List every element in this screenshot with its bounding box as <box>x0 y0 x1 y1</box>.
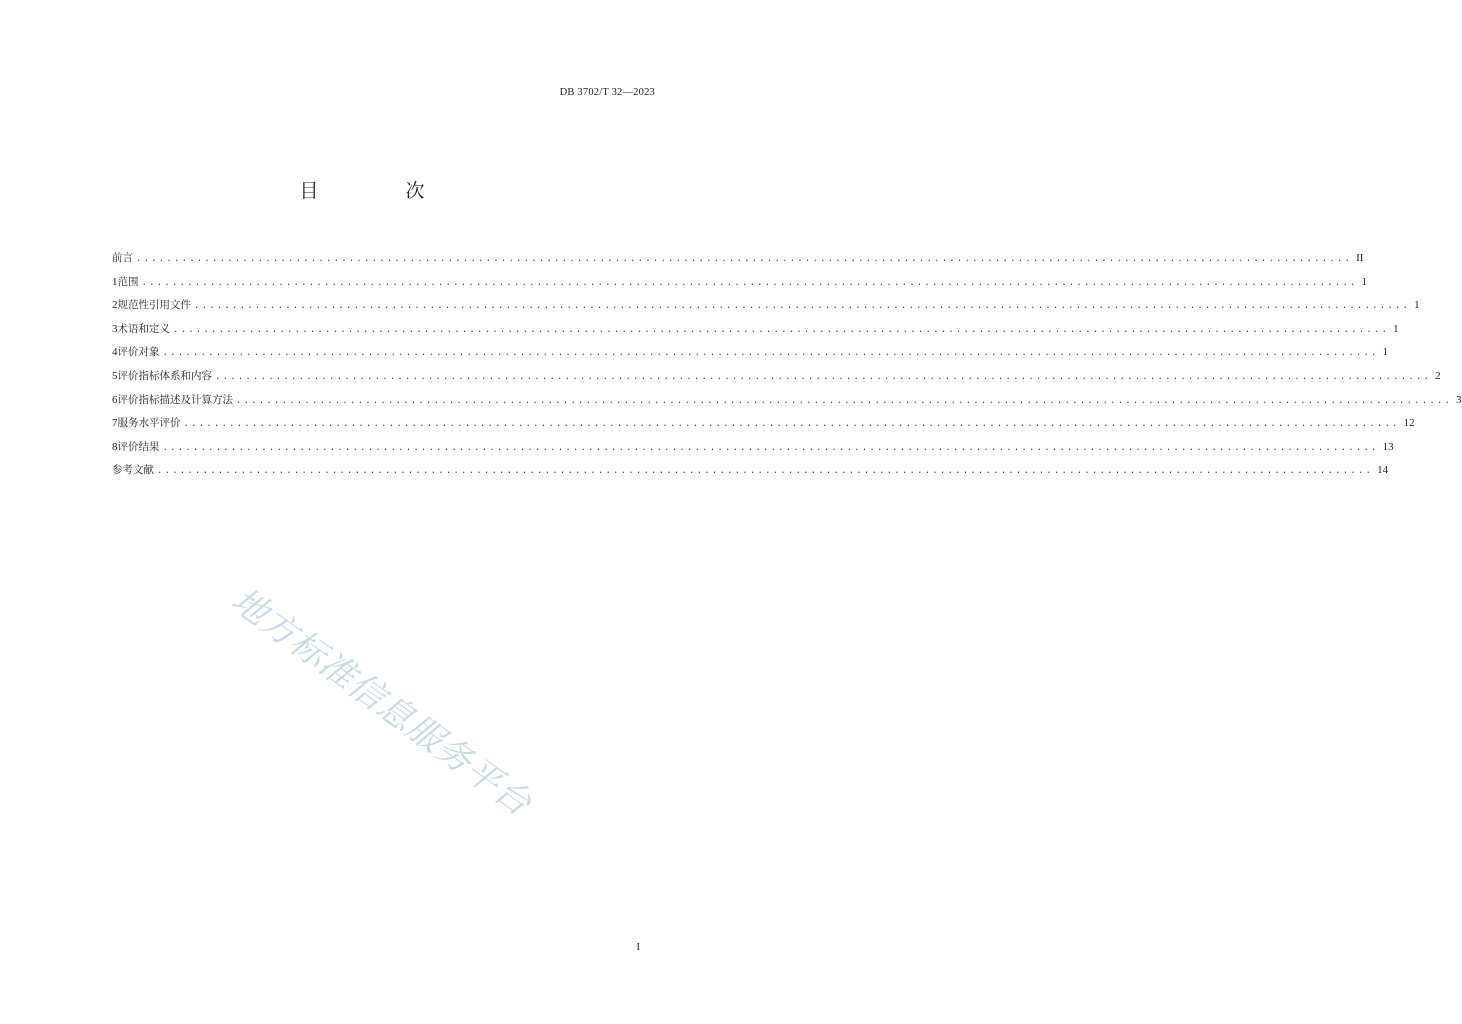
toc-entry-title: 评价指标体系和内容 <box>117 369 212 382</box>
page-title: 目 次 <box>299 180 459 202</box>
toc-entry-bibliography[interactable] <box>112 462 1389 486</box>
document-code: DB 3702/T 32—2023 <box>559 87 655 98</box>
toc-entry-page: 1 <box>1382 346 1389 359</box>
toc-entry-service-level[interactable] <box>112 415 1415 439</box>
toc-entry-number: 2 <box>112 299 118 312</box>
toc-entry-indicator-system[interactable] <box>112 368 1441 392</box>
toc-entry-title: 参考文献 <box>112 464 154 477</box>
toc-entry-number: 7 <box>112 417 118 430</box>
toc-entry-scope[interactable] <box>112 274 1368 298</box>
page-number: I <box>636 942 640 953</box>
toc-entry-page: II <box>1356 252 1364 264</box>
toc-entry-title: 评价对象 <box>117 346 160 359</box>
toc-entry-number: 1 <box>112 275 118 288</box>
toc-entry-number: 3 <box>112 322 118 335</box>
toc-leader-dots: ................................................................................................................................................................ <box>162 348 1379 359</box>
toc-leader-dots: ................................................................................................................................................................ <box>215 371 1432 382</box>
toc-leader-dots: ................................................................................................................................................................ <box>162 442 1379 453</box>
table-of-contents <box>112 250 1462 486</box>
toc-entry-indicator-methods[interactable] <box>112 392 1462 416</box>
toc-leader-dots: ................................................................................................................................................................ <box>183 419 1400 430</box>
toc-entry-page: 1 <box>1393 322 1399 335</box>
toc-entry-number: 8 <box>112 440 118 453</box>
toc-leader-dots: ................................................................................................................................................................ <box>157 466 1374 477</box>
toc-entry-page: 12 <box>1403 417 1415 430</box>
toc-leader-dots: ................................................................................................................................................................ <box>136 254 1353 264</box>
toc-leader-dots: ................................................................................................................................................................ <box>173 324 1390 335</box>
toc-leader-dots: ................................................................................................................................................................ <box>236 395 1453 406</box>
toc-entry-title: 评价结果 <box>117 440 160 453</box>
toc-entry-title: 规范性引用文件 <box>117 299 191 312</box>
toc-entry-page: 3 <box>1456 393 1462 406</box>
toc-entry-page: 2 <box>1435 369 1441 382</box>
toc-leader-dots: ................................................................................................................................................................ <box>194 301 1411 312</box>
toc-entry-title: 服务水平评价 <box>117 417 181 430</box>
toc-entry-title: 前言 <box>112 252 133 264</box>
toc-entry-page: 14 <box>1377 464 1389 477</box>
toc-entry-page: 1 <box>1414 299 1420 312</box>
toc-entry-title: 术语和定义 <box>117 322 170 335</box>
watermark: 地方标准信息服务平台 <box>223 580 539 825</box>
toc-leader-dots: ................................................................................................................................................................ <box>141 277 1358 288</box>
toc-entry-number: 5 <box>112 369 118 382</box>
toc-entry-evaluation-object[interactable] <box>112 344 1389 368</box>
toc-entry-page: 13 <box>1382 440 1394 453</box>
toc-entry-terms-definitions[interactable] <box>112 321 1399 345</box>
toc-entry-title: 范围 <box>117 275 139 288</box>
toc-entry-foreword[interactable] <box>112 250 1364 274</box>
toc-entry-number: 6 <box>112 393 118 406</box>
toc-entry-page: 1 <box>1361 275 1368 288</box>
toc-entry-normative-references[interactable] <box>112 297 1420 321</box>
toc-entry-title: 评价指标描述及计算方法 <box>117 393 233 406</box>
toc-entry-evaluation-results[interactable] <box>112 439 1394 463</box>
toc-entry-number: 4 <box>112 346 118 359</box>
